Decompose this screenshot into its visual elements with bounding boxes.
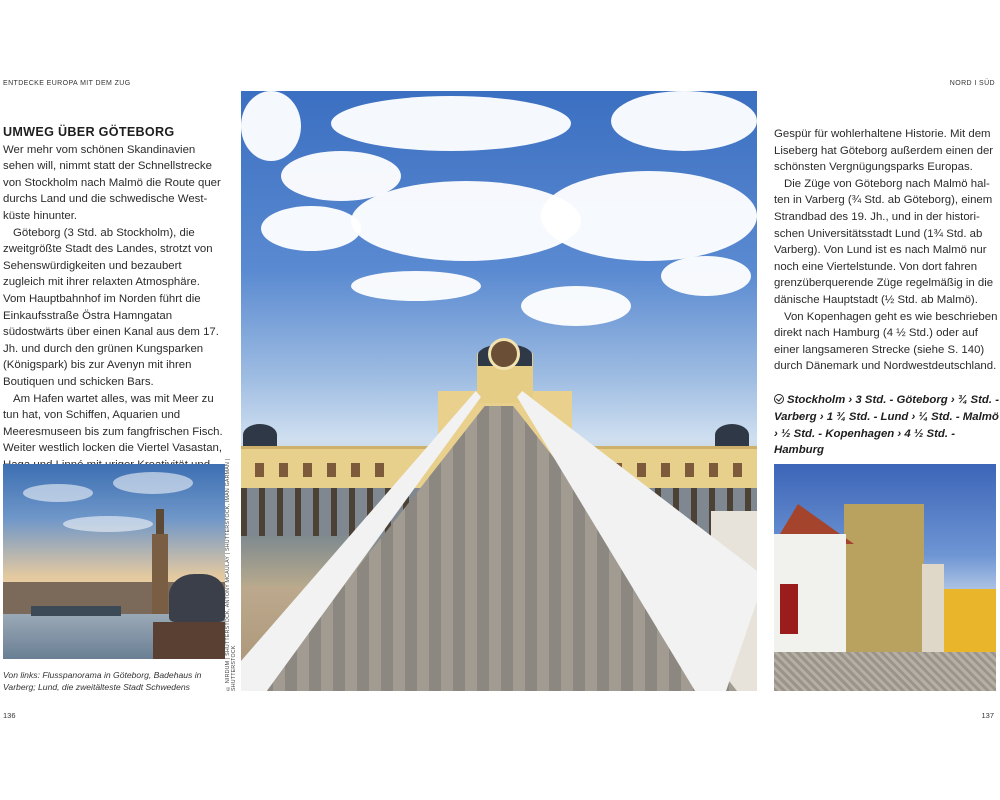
route-text: Stockholm › 3 Std. - Göteborg › ¾ Std. - Varberg › 1 ¾ Std. - Lund › ¼ Std. - Malmö › ½ Std. - Kopenhagen › 4 ½ Std. - Hamburg xyxy=(774,393,999,457)
running-head-right: NORD I SÜD xyxy=(949,80,995,87)
right-text-column xyxy=(774,126,1000,459)
varberg-bathhouse-photo xyxy=(241,91,757,691)
section-title: UMWEG ÜBER GÖTEBORG xyxy=(3,125,175,139)
goteborg-river-photo xyxy=(3,464,225,659)
paragraph-trains: Die Züge von Göteborg nach Malmö halten in Varberg (¾ Std. ab Göteborg), einem Strandbad des 19. Jh., und in der historischen Universitätsstadt Lund (1¾ Std. ab Varberg). Von Lund ist es nach Malmö nur noch eine Viertelstunde. Von dort fahren grenzüberquerende Züge regelmäßig in die dänische Hauptstadt (½ Std. ab Malmö). xyxy=(774,177,994,306)
left-text-column xyxy=(3,124,225,490)
photo-credit: © NIRDUM | SHUTTERSTOCK, ANTONY MCAULAY | SHUTTERSTOCK, IMAN GARMAN | SHUTTERSTOCK xyxy=(225,458,237,691)
paragraph-copenhagen: Von Kopenhagen geht es wie beschrieben direkt nach Hamburg (4 ½ Std.) oder auf einer langsameren Strecke (siehe S. 140) durch Dänemark und Nordwestdeutschland. xyxy=(774,310,998,373)
running-head-left: ENTDECKE EUROPA MIT DEM ZUG xyxy=(3,80,131,87)
paragraph-liseberg: Gespür für wohlerhaltene Historie. Mit dem Liseberg hat Göteborg außerdem einen der schönsten Vergnügungsparks Europas. xyxy=(774,128,994,174)
paragraph-goteborg: Göteborg (3 Std. ab Stockholm), die zweitgrößte Stadt des Landes, strotzt von Sehenswürdigkeiten und bezaubert zugleich mit ihrer relaxten Atmosphäre. Vom Hauptbahnhof im Norden führt die Einkaufsstraße Östra Hamngatan südostwärts über einen Kanal aus dem 17. Jh. und durch den grünen Kungsparken (Königspark) bis zur Avenyn mit ihren Boutiquen und schicken Bars. xyxy=(3,226,219,388)
photo-caption: Von links: Flusspanorama in Göteborg, Badehaus in Varberg; Lund, die zweitälteste Stadt Schwedens xyxy=(3,670,202,693)
route-summary xyxy=(774,392,1000,459)
clock-check-icon xyxy=(774,394,784,404)
lund-street-photo xyxy=(774,464,996,691)
page-number-left: 136 xyxy=(3,711,16,720)
paragraph-intro: Wer mehr vom schönen Skandinavien sehen will, nimmt statt der Schnellstrecke von Stockholm nach Malmö die Route quer durchs Land und die schwedische Westküste hinunter. xyxy=(3,143,221,222)
paragraph-harbour: Am Hafen wartet alles, was mit Meer zu tun hat, von Schiffen, Aquarien und Meeresmuseen bis zum fangfrischen Fisch. Weiter westlich locken die Viertel Vasastan, xyxy=(3,392,223,455)
page-number-right: 137 xyxy=(981,711,994,720)
